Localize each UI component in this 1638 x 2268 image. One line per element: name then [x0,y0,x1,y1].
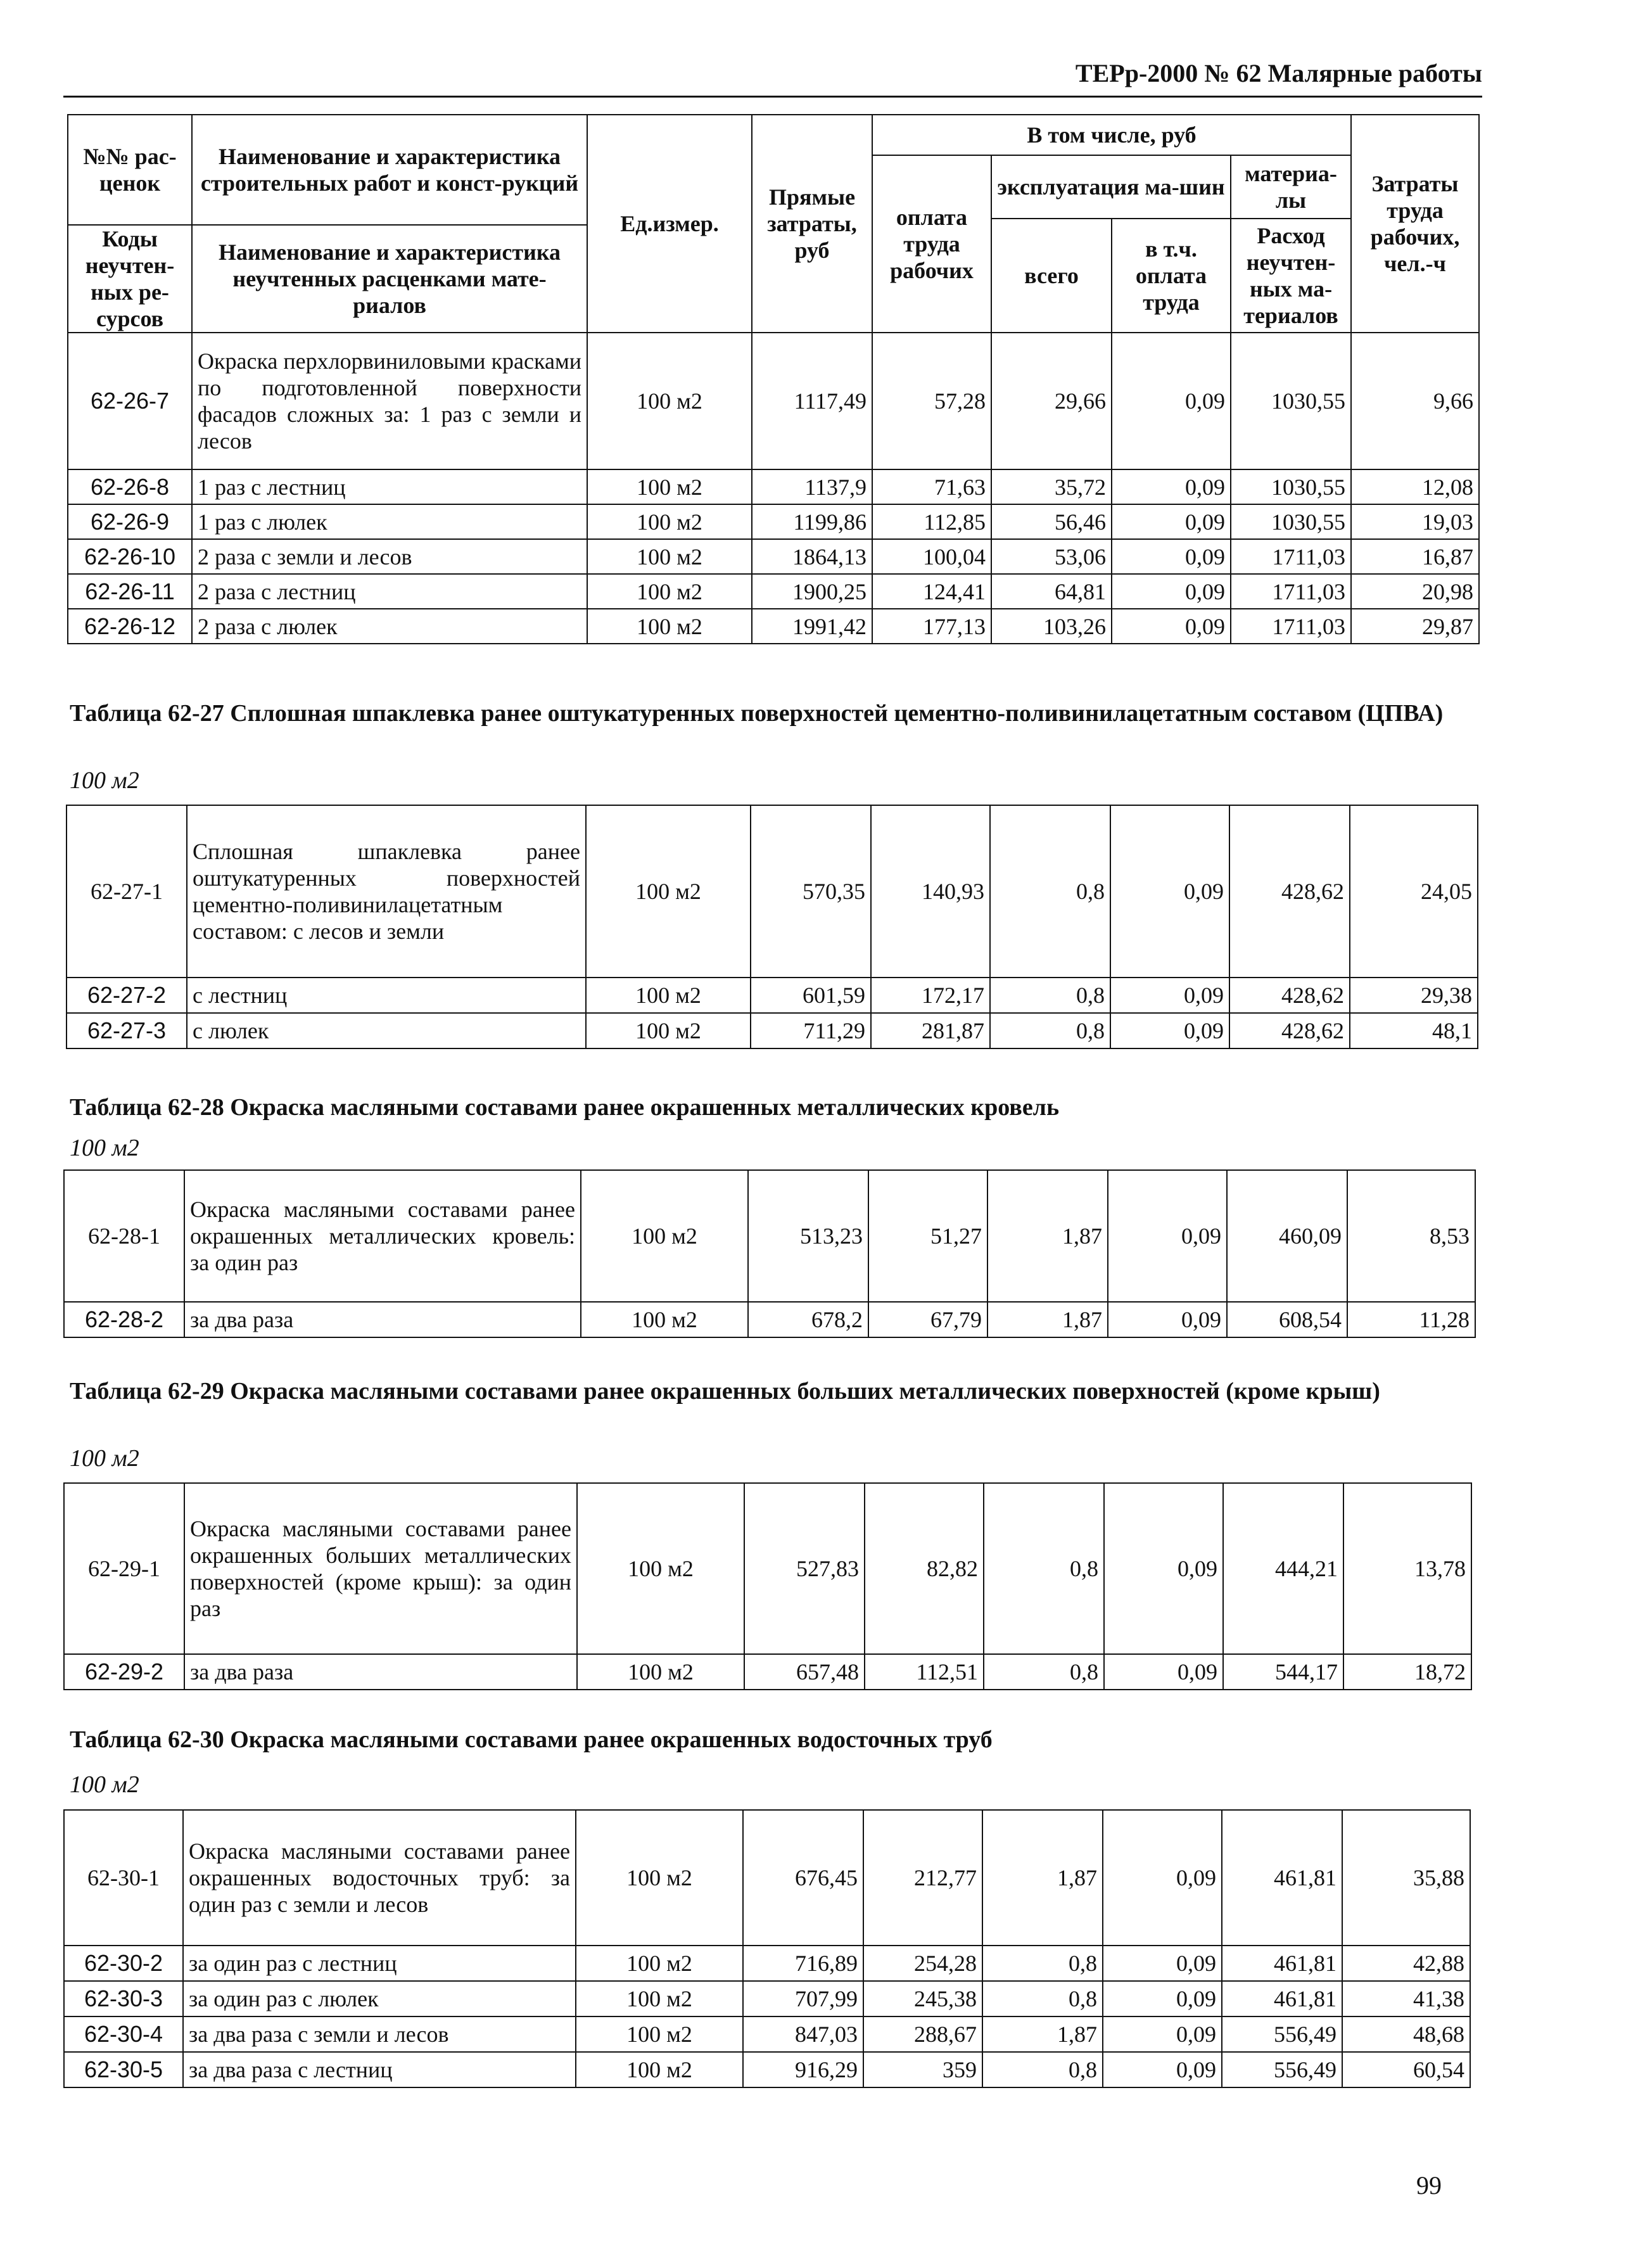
rate-desc: за два раза [184,1302,581,1337]
rate-code: 62-30-2 [64,1946,183,1981]
rate-unit: 100 м2 [576,1946,743,1981]
rate-code: 62-26-7 [68,333,192,469]
rate-unit: 100 м2 [576,2052,743,2087]
rate-desc: 1 раз с лестниц [192,469,587,504]
rate-hours: 48,1 [1350,1013,1478,1048]
table-row [64,2052,1470,2087]
running-header: ТЕРр-2000 № 62 Малярные работы [1075,59,1482,87]
rate-hours: 29,38 [1350,978,1478,1013]
rate-mach: 0,8 [990,1013,1110,1048]
rate-mach: 0,8 [982,1946,1103,1981]
rate-labor: 281,87 [871,1013,990,1048]
rate-mach-labor: 0,09 [1112,574,1231,609]
rate-desc: 2 раза с люлек [192,609,587,644]
table-caption-62-28: Таблица 62-28 Окраска масляными составами ранее окрашенных металлических кровель [70,1094,1060,1121]
rate-unit: 100 м2 [577,1483,744,1654]
col-head-num: №№ рас-ценок [68,115,192,225]
rate-hours: 13,78 [1343,1483,1471,1654]
table-row [67,978,1478,1013]
rate-materials: 1711,03 [1231,574,1351,609]
rate-labor: 112,51 [865,1654,984,1690]
rate-labor: 140,93 [871,805,990,978]
rate-materials: 1030,55 [1231,504,1351,539]
rate-direct: 716,89 [743,1946,863,1981]
rate-desc: 1 раз с люлек [192,504,587,539]
table-row [64,1170,1475,1302]
rate-unit: 100 м2 [577,1654,744,1690]
col-head-unit: Ед.измер. [587,115,752,333]
rate-mach: 1,87 [987,1170,1108,1302]
rate-code: 62-26-10 [68,539,192,574]
rate-desc: за один раз с лестниц [183,1946,576,1981]
rate-code: 62-29-2 [64,1654,184,1690]
rate-direct: 657,48 [744,1654,865,1690]
rate-hours: 41,38 [1342,1981,1470,2016]
rate-mach-labor: 0,09 [1112,469,1231,504]
rate-direct: 1900,25 [752,574,872,609]
rate-materials: 460,09 [1227,1170,1347,1302]
rate-mach: 53,06 [991,539,1112,574]
rate-mach-labor: 0,09 [1112,504,1231,539]
rate-unit: 100 м2 [586,978,751,1013]
rate-mach: 29,66 [991,333,1112,469]
table-row [64,1302,1475,1337]
col-head-mach-total: всего [991,219,1112,333]
rate-direct: 513,23 [748,1170,868,1302]
rate-labor: 51,27 [868,1170,987,1302]
rate-direct: 1991,42 [752,609,872,644]
rate-unit: 100 м2 [581,1170,748,1302]
rate-hours: 12,08 [1351,469,1479,504]
rate-materials: 556,49 [1222,2016,1342,2052]
table-caption-62-27: Таблица 62-27 Сплошная шпаклевка ранее оштукатуренных поверхностей цементно-поливинилацетатным составом (ЦПВА) [70,700,1444,727]
rate-mach: 1,87 [982,2016,1103,2052]
rate-unit: 100 м2 [587,609,752,644]
rate-mach-labor: 0,09 [1112,333,1231,469]
rate-direct: 676,45 [743,1810,863,1946]
rate-desc: с лестниц [187,978,586,1013]
rate-direct: 1864,13 [752,539,872,574]
rate-labor: 212,77 [863,1810,982,1946]
rate-direct: 678,2 [748,1302,868,1337]
unit-label-62-30: 100 м2 [70,1771,139,1798]
rate-mach: 0,8 [990,978,1110,1013]
col-head-labor-hours: Затраты труда рабочих, чел.-ч [1351,115,1479,333]
rates-table-62-26 [67,114,1480,644]
rate-direct: 847,03 [743,2016,863,2052]
unit-label-62-28: 100 м2 [70,1135,139,1161]
rate-direct: 1117,49 [752,333,872,469]
table-row [68,333,1479,469]
rate-labor: 245,38 [863,1981,982,2016]
rate-materials: 1711,03 [1231,539,1351,574]
rate-mach-labor: 0,09 [1103,1810,1222,1946]
rate-hours: 29,87 [1351,609,1479,644]
rate-desc: Окраска масляными составами ранее окрашенных металлических кровель: за один раз [184,1170,581,1302]
rate-mach: 0,8 [982,2052,1103,2087]
table-caption-62-30: Таблица 62-30 Окраска масляными составами ранее окрашенных водосточных труб [70,1726,993,1753]
col-head-incl: В том числе, руб [872,115,1351,155]
table-row [64,1654,1471,1690]
rate-unit: 100 м2 [581,1302,748,1337]
rate-direct: 711,29 [751,1013,871,1048]
unit-label-62-27: 100 м2 [70,767,139,794]
rate-code: 62-30-3 [64,1981,183,2016]
rate-mach-labor: 0,09 [1103,2016,1222,2052]
rates-table-62-29 [63,1482,1472,1690]
rate-labor: 67,79 [868,1302,987,1337]
rate-unit: 100 м2 [576,2016,743,2052]
rate-labor: 254,28 [863,1946,982,1981]
rate-desc: за два раза [184,1654,577,1690]
rate-labor: 177,13 [872,609,991,644]
rate-mach-labor: 0,09 [1110,1013,1229,1048]
rate-unit: 100 м2 [586,1013,751,1048]
rate-mach-labor: 0,09 [1104,1483,1223,1654]
rate-materials: 461,81 [1222,1981,1342,2016]
rate-code: 62-26-9 [68,504,192,539]
rate-desc: 2 раза с земли и лесов [192,539,587,574]
rate-hours: 35,88 [1342,1810,1470,1946]
rate-hours: 42,88 [1342,1946,1470,1981]
rate-code: 62-27-1 [67,805,187,978]
rate-materials: 608,54 [1227,1302,1347,1337]
rate-unit: 100 м2 [587,333,752,469]
rates-table-62-27 [66,805,1478,1049]
rate-code: 62-30-1 [64,1810,183,1946]
rate-labor: 57,28 [872,333,991,469]
rate-hours: 11,28 [1347,1302,1475,1337]
rate-materials: 428,62 [1229,978,1350,1013]
table-row [64,2016,1470,2052]
rate-materials: 1711,03 [1231,609,1351,644]
rate-mach-labor: 0,09 [1103,1946,1222,1981]
table-row [64,1946,1470,1981]
rate-direct: 707,99 [743,1981,863,2016]
rate-mach-labor: 0,09 [1104,1654,1223,1690]
rate-mach-labor: 0,09 [1112,609,1231,644]
rate-hours: 9,66 [1351,333,1479,469]
rate-mach-labor: 0,09 [1103,1981,1222,2016]
rate-mach: 1,87 [982,1810,1103,1946]
rate-labor: 124,41 [872,574,991,609]
rate-hours: 24,05 [1350,805,1478,978]
table-row [64,1483,1471,1654]
rate-mach: 35,72 [991,469,1112,504]
rate-direct: 601,59 [751,978,871,1013]
rate-code: 62-29-1 [64,1483,184,1654]
rate-code: 62-27-2 [67,978,187,1013]
rate-labor: 71,63 [872,469,991,504]
rate-hours: 16,87 [1351,539,1479,574]
rate-direct: 916,29 [743,2052,863,2087]
table-row [68,469,1479,504]
rate-desc: Окраска масляными составами ранее окрашенных водосточных труб: за один раз с земли и лесов [183,1810,576,1946]
table-row [67,805,1478,978]
col-head-materials: материа-лы [1231,155,1351,219]
rate-labor: 112,85 [872,504,991,539]
rate-materials: 428,62 [1229,805,1350,978]
table-row [68,539,1479,574]
col-head-mach-labor: в т.ч. оплата труда [1112,219,1231,333]
page-number: 99 [1416,2171,1442,2200]
rate-mach-labor: 0,09 [1112,539,1231,574]
rate-materials: 556,49 [1222,2052,1342,2087]
rate-labor: 172,17 [871,978,990,1013]
rate-unit: 100 м2 [576,1981,743,2016]
rates-table-62-30 [63,1809,1471,2088]
col-head-codes: Коды неучтен-ных ре-сурсов [68,225,192,333]
rate-code: 62-30-4 [64,2016,183,2052]
rate-code: 62-30-5 [64,2052,183,2087]
rate-mach-labor: 0,09 [1108,1302,1227,1337]
rate-unit: 100 м2 [587,574,752,609]
rate-labor: 100,04 [872,539,991,574]
rate-code: 62-28-1 [64,1170,184,1302]
rate-code: 62-26-11 [68,574,192,609]
rate-mach: 0,8 [990,805,1110,978]
rate-desc: за один раз с люлек [183,1981,576,2016]
rate-hours: 8,53 [1347,1170,1475,1302]
rates-table-62-28 [63,1169,1476,1338]
rate-unit: 100 м2 [587,539,752,574]
rate-materials: 428,62 [1229,1013,1350,1048]
rate-materials: 444,21 [1223,1483,1343,1654]
rate-code: 62-28-2 [64,1302,184,1337]
col-head-labor: оплата труда рабочих [872,155,991,333]
rate-code: 62-26-12 [68,609,192,644]
rate-materials: 544,17 [1223,1654,1343,1690]
rate-direct: 527,83 [744,1483,865,1654]
rate-materials: 461,81 [1222,1810,1342,1946]
rate-labor: 82,82 [865,1483,984,1654]
rate-direct: 570,35 [751,805,871,978]
unit-label-62-29: 100 м2 [70,1445,139,1472]
rate-mach-labor: 0,09 [1103,2052,1222,2087]
rate-hours: 20,98 [1351,574,1479,609]
rate-hours: 19,03 [1351,504,1479,539]
rate-desc: 2 раза с лестниц [192,574,587,609]
rate-unit: 100 м2 [586,805,751,978]
rate-materials: 1030,55 [1231,333,1351,469]
rate-code: 62-27-3 [67,1013,187,1048]
rate-direct: 1137,9 [752,469,872,504]
col-head-exploit: эксплуатация ма-шин [991,155,1231,219]
rate-mach-labor: 0,09 [1110,805,1229,978]
rate-hours: 18,72 [1343,1654,1471,1690]
rate-hours: 48,68 [1342,2016,1470,2052]
rate-unit: 100 м2 [587,469,752,504]
rate-mach-labor: 0,09 [1108,1170,1227,1302]
rate-code: 62-26-8 [68,469,192,504]
rate-unit: 100 м2 [587,504,752,539]
table-row [68,574,1479,609]
rate-desc: Сплошная шпаклевка ранее оштукатуренных поверхностей цементно-поливинилацетатным составом: с лесов и земли [187,805,586,978]
rate-desc: Окраска масляными составами ранее окрашенных больших металлических поверхностей (кроме крыш): за один раз [184,1483,577,1654]
rate-mach: 0,8 [984,1483,1104,1654]
table-row [68,609,1479,644]
rate-mach: 64,81 [991,574,1112,609]
table-row [67,1013,1478,1048]
header-rule [63,96,1482,98]
rate-labor: 359 [863,2052,982,2087]
rate-unit: 100 м2 [576,1810,743,1946]
rate-mach: 0,8 [984,1654,1104,1690]
rate-mach-labor: 0,09 [1110,978,1229,1013]
col-head-name: Наименование и характеристика строительных работ и конст-рукций [192,115,587,225]
table-row [64,1810,1470,1946]
rate-direct: 1199,86 [752,504,872,539]
col-head-consumption: Расход неучтен-ных ма-териалов [1231,219,1351,333]
rate-desc: за два раза с земли и лесов [183,2016,576,2052]
rate-mach: 56,46 [991,504,1112,539]
rate-desc: Окраска перхлорвиниловыми красками по подготовленной поверхности фасадов сложных за: 1 раз с земли и лесов [192,333,587,469]
rate-mach: 1,87 [987,1302,1108,1337]
rate-materials: 461,81 [1222,1946,1342,1981]
rate-desc: с люлек [187,1013,586,1048]
rate-mach: 0,8 [982,1981,1103,2016]
table-row [64,1981,1470,2016]
table-row [68,504,1479,539]
rate-labor: 288,67 [863,2016,982,2052]
rate-materials: 1030,55 [1231,469,1351,504]
col-head-direct: Прямые затраты, руб [752,115,872,333]
rate-mach: 103,26 [991,609,1112,644]
rate-desc: за два раза с лестниц [183,2052,576,2087]
table-caption-62-29: Таблица 62-29 Окраска масляными составами ранее окрашенных больших металлических поверхностей (кроме крыш) [70,1378,1380,1405]
col-head-name2: Наименование и характеристика неучтенных расценками мате-риалов [192,225,587,333]
rate-hours: 60,54 [1342,2052,1470,2087]
